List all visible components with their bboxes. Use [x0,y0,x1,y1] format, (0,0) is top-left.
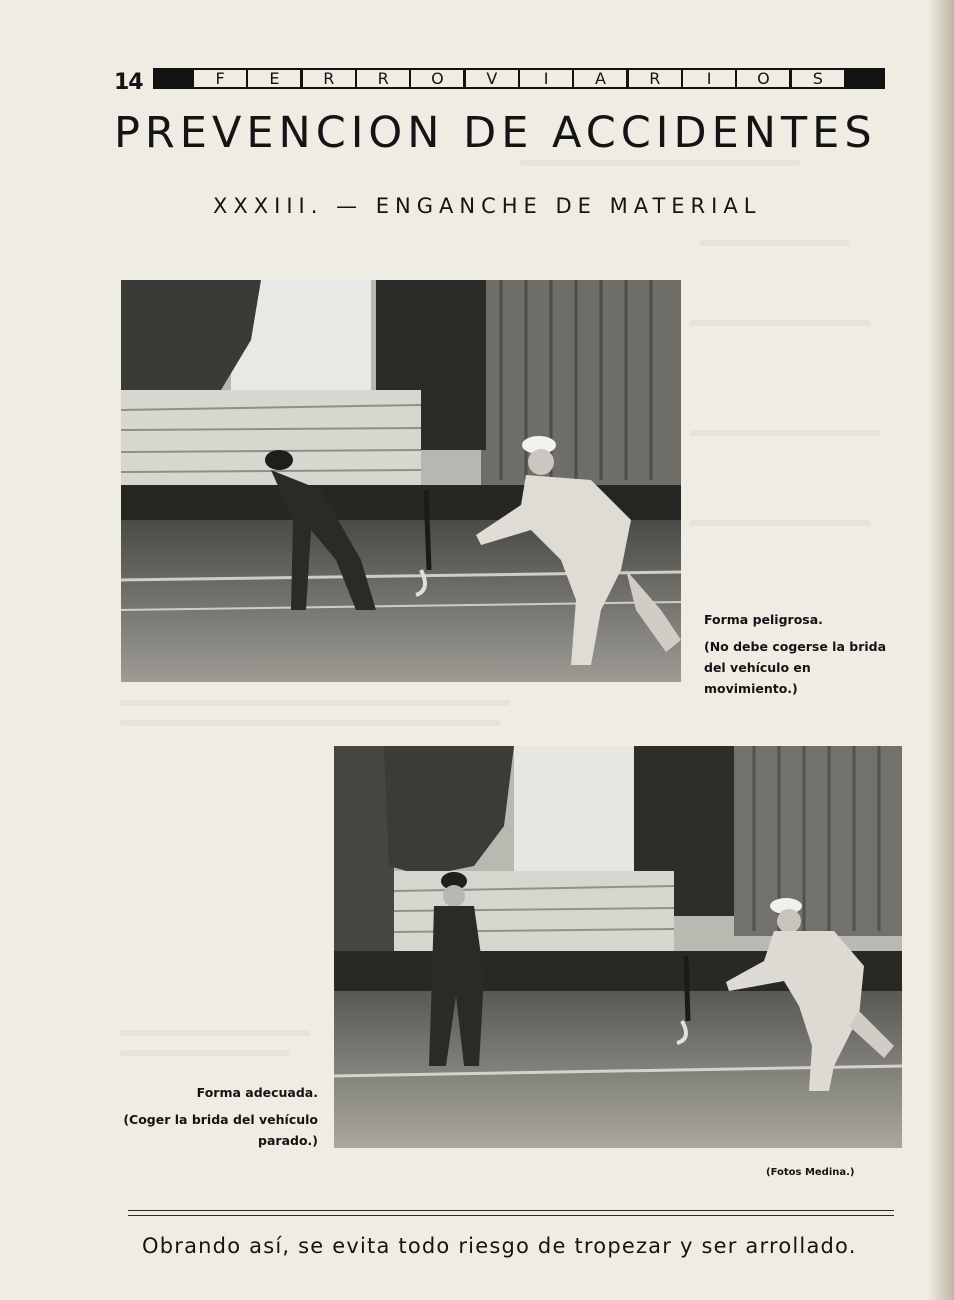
caption-dangerous [704,609,894,699]
page-number: 14 [114,70,143,95]
bleed-through-text [700,240,850,246]
photo-dangerous-coupling-image [121,280,681,682]
masthead-letter: I [520,70,572,87]
bleed-through-text [120,1050,290,1056]
divider-rule [128,1215,894,1216]
caption-correct [120,1082,318,1151]
masthead-bar [153,68,885,89]
bleed-through-text [120,700,510,706]
bleed-through-text [120,720,500,726]
masthead-letter: O [737,70,789,87]
bleed-through-text [690,430,880,436]
page-edge-shadow [928,0,954,1300]
bleed-through-text [120,1030,310,1036]
photo-correct-coupling [334,746,902,1148]
masthead-letter: R [629,70,681,87]
bleed-through-text [690,520,870,526]
divider-rule [128,1210,894,1211]
photo-credit: (Fotos Medina.) [766,1167,855,1178]
bleed-through-text [520,160,800,166]
section-subtitle: XXXIII. — ENGANCHE DE MATERIAL [213,194,762,218]
footer-slogan: Obrando así, se evita todo riesgo de tropezar y ser arrollado. [142,1234,857,1258]
caption-title: Forma adecuada. [196,1085,318,1100]
bleed-through-text [690,320,870,326]
caption-note: (Coger la brida del vehículo parado.) [123,1112,318,1148]
caption-title: Forma peligrosa. [704,612,823,627]
masthead-letter: S [792,70,844,87]
photo-dangerous-coupling [121,280,681,682]
masthead-letter: E [248,70,300,87]
caption-note: (No debe cogerse la brida del vehículo en movimiento.) [704,639,887,696]
masthead-letter: I [683,70,735,87]
masthead-letter: R [357,70,409,87]
masthead-letter: F [194,70,246,87]
masthead-letter: O [411,70,463,87]
masthead-letter: R [303,70,355,87]
masthead-letter: A [574,70,626,87]
photo-correct-coupling-image [334,746,902,1148]
masthead-letter: V [466,70,518,87]
page-title: PREVENCION DE ACCIDENTES [114,108,877,158]
